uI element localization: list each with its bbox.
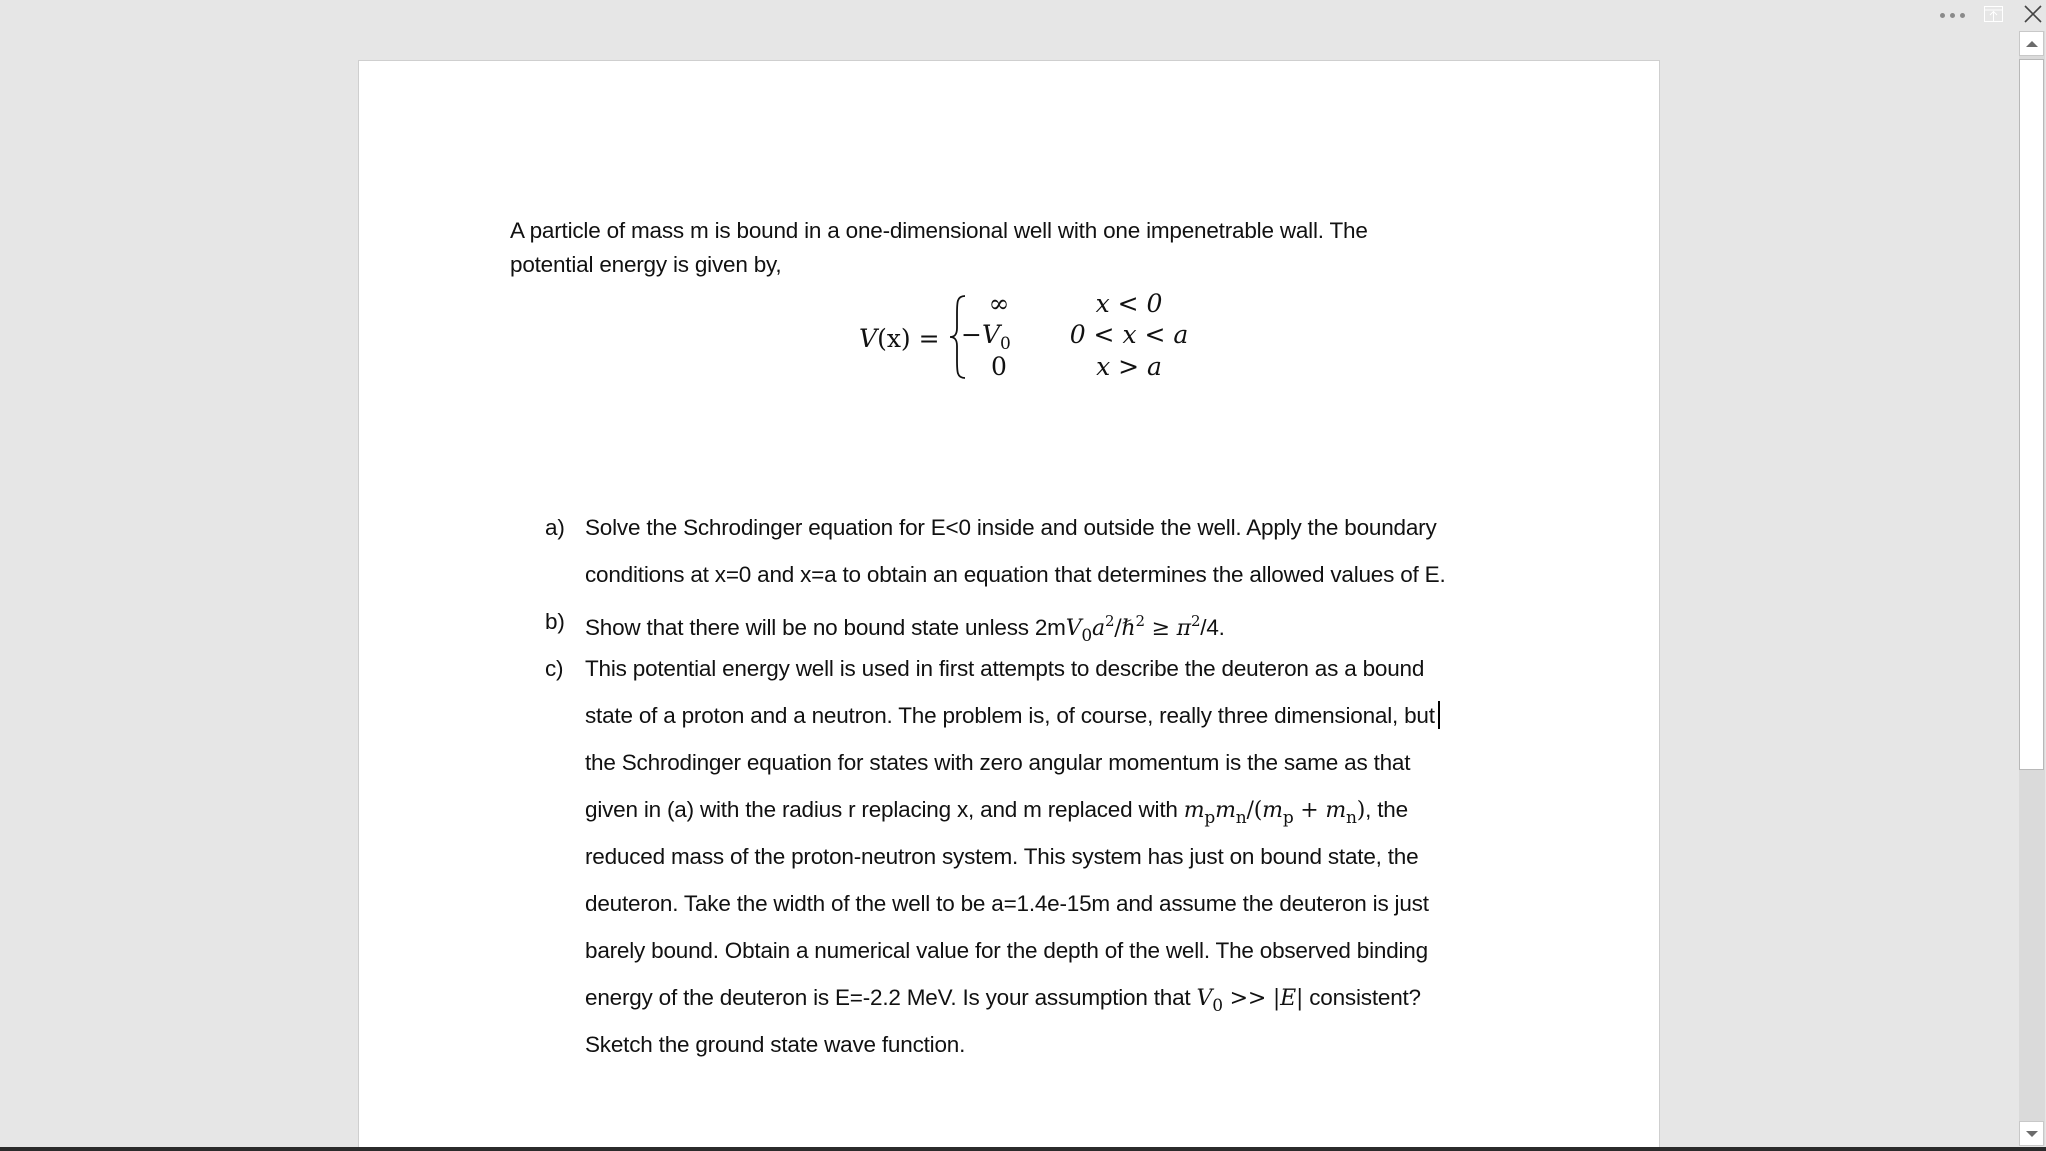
depth-assumption-math: $V_0 >> |E|$ xyxy=(1196,986,1304,1016)
scroll-up-button[interactable] xyxy=(2019,31,2044,56)
case-2-condition: 0 < x < a xyxy=(1069,320,1189,349)
equation-lhs: V(x) = xyxy=(859,324,940,353)
case-1-value: ∞ xyxy=(988,289,1010,318)
case-1-condition: x < 0 xyxy=(1095,289,1163,318)
item-c-line-8: energy of the deuteron is E=-2.2 MeV. Is your assumption that $V_0 >> |E|$ consistent? xyxy=(585,985,1421,1016)
intro-line-2: potential energy is given by, xyxy=(510,252,782,277)
item-a-line-2: conditions at x=0 and x=a to obtain an equation that determines the allowed values of E. xyxy=(585,562,1446,587)
case-3-value: 0 xyxy=(991,352,1007,381)
item-c-line-5: reduced mass of the proton-neutron system. This system has just on bound state, the xyxy=(585,844,1419,869)
scroll-down-button[interactable] xyxy=(2019,1121,2044,1146)
intro-paragraph xyxy=(510,214,1510,282)
case-2-value: $-V_0$ xyxy=(961,320,1011,354)
text-cursor xyxy=(1438,701,1440,729)
list-marker: a) xyxy=(545,515,565,540)
bound-state-condition-math: $V_0a^2/\hbar^2 \ge \pi^2$ xyxy=(1065,612,1201,646)
intro-line-1: A particle of mass m is bound in a one-dimensional well with one impenetrable wall. The xyxy=(510,218,1368,243)
potential-equation xyxy=(859,289,1279,454)
reduced-mass-math: $m_pm_n/(m_p + m_n)$ xyxy=(1183,798,1366,828)
more-options-icon[interactable] xyxy=(1940,13,1965,18)
panel-icon[interactable] xyxy=(1984,6,2003,22)
document-page[interactable] xyxy=(358,60,1660,1151)
item-a-line-1: Solve the Schrodinger equation for E<0 inside and outside the well. Apply the boundary xyxy=(585,515,1437,540)
item-c-line-1: This potential energy well is used in first attempts to describe the deuteron as a bound xyxy=(585,656,1425,681)
list-marker: c) xyxy=(545,656,564,681)
item-c-line-6: deuteron. Take the width of the well to be a=1.4e-15m and assume the deuteron is just xyxy=(585,891,1429,916)
vertical-scrollbar[interactable] xyxy=(2019,31,2045,1146)
item-c-line-4: given in (a) with the radius r replacing x, and m replaced with $m_pm_n/(m_p + m_n)$, the xyxy=(585,797,1408,828)
close-icon[interactable] xyxy=(2023,4,2043,24)
problem-list xyxy=(545,504,1545,1068)
scroll-thumb[interactable] xyxy=(2019,59,2044,770)
item-c-line-7: barely bound. Obtain a numerical value for the depth of the well. The observed binding xyxy=(585,938,1428,963)
item-c-line-2: state of a proton and a neutron. The problem is, of course, really three dimensional, but xyxy=(585,692,1545,739)
list-item-c xyxy=(545,645,1545,1068)
list-item-b xyxy=(545,598,1545,645)
list-marker: b) xyxy=(545,609,565,634)
case-3-condition: x > a xyxy=(1096,352,1162,381)
window-controls xyxy=(1906,0,2046,30)
bottom-taskbar-edge xyxy=(0,1147,2046,1151)
item-b-line-1: Show that there will be no bound state unless $2mV_0a^2/\hbar^2 \ge \pi^2/4$. xyxy=(585,612,1225,646)
list-item-a xyxy=(545,504,1545,598)
item-c-line-9: Sketch the ground state wave function. xyxy=(585,1032,966,1057)
item-c-line-3: the Schrodinger equation for states with zero angular momentum is the same as that xyxy=(585,750,1411,775)
